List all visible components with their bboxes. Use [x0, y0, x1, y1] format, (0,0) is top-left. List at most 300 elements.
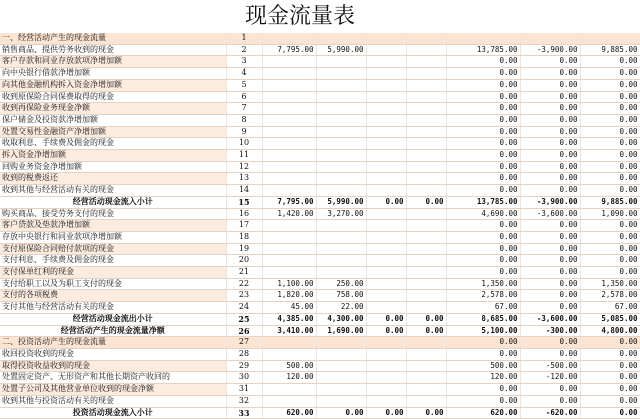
- value-cell[interactable]: 0.00: [580, 220, 640, 232]
- value-cell[interactable]: 0.00: [446, 220, 520, 232]
- value-cell[interactable]: 5,990.00: [316, 44, 366, 56]
- value-cell[interactable]: [406, 360, 446, 372]
- line-number[interactable]: 12: [226, 161, 262, 173]
- value-cell[interactable]: 0.00: [580, 360, 640, 372]
- line-number[interactable]: 4: [226, 68, 262, 80]
- line-number[interactable]: 22: [226, 278, 262, 290]
- value-cell[interactable]: 0.00: [406, 196, 446, 208]
- value-cell[interactable]: 0.00: [580, 173, 640, 185]
- value-cell[interactable]: [406, 103, 446, 115]
- value-cell[interactable]: [406, 348, 446, 360]
- value-cell[interactable]: 0.00: [446, 79, 520, 91]
- value-cell[interactable]: [366, 173, 406, 185]
- value-cell[interactable]: 0.00: [406, 313, 446, 325]
- value-cell[interactable]: [366, 255, 406, 267]
- value-cell[interactable]: 2,578.00: [580, 290, 640, 302]
- value-cell[interactable]: [366, 337, 406, 349]
- value-cell[interactable]: 0.00: [580, 243, 640, 255]
- value-cell[interactable]: 0.00: [580, 231, 640, 243]
- value-cell[interactable]: 0.00: [520, 173, 580, 185]
- value-cell[interactable]: [262, 243, 316, 255]
- value-cell[interactable]: [366, 114, 406, 126]
- value-cell[interactable]: 0.00: [520, 395, 580, 407]
- value-cell[interactable]: [406, 33, 446, 44]
- value-cell[interactable]: [316, 384, 366, 396]
- row-label[interactable]: 收到其他与投资活动有关的现金: [0, 395, 226, 407]
- value-cell[interactable]: 0.00: [520, 161, 580, 173]
- value-cell[interactable]: 0.00: [520, 126, 580, 138]
- line-number[interactable]: 7: [226, 103, 262, 115]
- row-label[interactable]: 收到原保险合同保费取得的现金: [0, 91, 226, 103]
- line-number[interactable]: 20: [226, 255, 262, 267]
- value-cell[interactable]: [366, 56, 406, 68]
- value-cell[interactable]: [406, 290, 446, 302]
- value-cell[interactable]: 0.00: [580, 68, 640, 80]
- value-cell[interactable]: 0.00: [446, 243, 520, 255]
- value-cell[interactable]: 0.00: [446, 348, 520, 360]
- row-label[interactable]: 回购业务资金净增加额: [0, 161, 226, 173]
- value-cell[interactable]: [406, 302, 446, 314]
- value-cell[interactable]: 0.00: [580, 395, 640, 407]
- value-cell[interactable]: 500.00: [446, 360, 520, 372]
- line-number[interactable]: 26: [226, 325, 262, 337]
- row-label[interactable]: 购买商品、接受劳务支付的现金: [0, 208, 226, 220]
- value-cell[interactable]: [406, 220, 446, 232]
- value-cell[interactable]: [316, 243, 366, 255]
- value-cell[interactable]: 0.00: [580, 56, 640, 68]
- value-cell[interactable]: 0.00: [580, 103, 640, 115]
- value-cell[interactable]: 3,270.00: [316, 208, 366, 220]
- value-cell[interactable]: 13,785.00: [446, 44, 520, 56]
- value-cell[interactable]: 758.00: [316, 290, 366, 302]
- value-cell[interactable]: -3,600.00: [520, 313, 580, 325]
- value-cell[interactable]: 8,685.00: [446, 313, 520, 325]
- value-cell[interactable]: [262, 33, 316, 44]
- value-cell[interactable]: 3,410.00: [262, 325, 316, 337]
- value-cell[interactable]: 0.00: [520, 267, 580, 279]
- line-number[interactable]: 10: [226, 138, 262, 150]
- value-cell[interactable]: 0.00: [580, 138, 640, 150]
- value-cell[interactable]: 0.00: [366, 196, 406, 208]
- row-label[interactable]: 支付的各项税费: [0, 290, 226, 302]
- value-cell[interactable]: [262, 91, 316, 103]
- value-cell[interactable]: 1,350.00: [580, 278, 640, 290]
- value-cell[interactable]: [366, 395, 406, 407]
- value-cell[interactable]: 0.00: [580, 150, 640, 162]
- value-cell[interactable]: [262, 185, 316, 197]
- line-number[interactable]: 17: [226, 220, 262, 232]
- table-row: [0, 196, 640, 208]
- value-cell[interactable]: 0.00: [366, 407, 406, 419]
- value-cell[interactable]: 0.00: [580, 267, 640, 279]
- value-cell[interactable]: [316, 220, 366, 232]
- value-cell[interactable]: [366, 150, 406, 162]
- value-cell[interactable]: [406, 138, 446, 150]
- value-cell[interactable]: 7,795.00: [262, 44, 316, 56]
- value-cell[interactable]: 0.00: [446, 185, 520, 197]
- value-cell[interactable]: [262, 68, 316, 80]
- value-cell[interactable]: [316, 114, 366, 126]
- value-cell[interactable]: 0.00: [446, 255, 520, 267]
- value-cell[interactable]: 13,785.00: [446, 196, 520, 208]
- value-cell[interactable]: 4,690.00: [446, 208, 520, 220]
- value-cell[interactable]: 0.00: [366, 325, 406, 337]
- value-cell[interactable]: 45.00: [262, 302, 316, 314]
- value-cell[interactable]: [366, 231, 406, 243]
- value-cell[interactable]: 0.00: [520, 348, 580, 360]
- value-cell[interactable]: [366, 290, 406, 302]
- row-label[interactable]: 支付原保险合同赔付款项的现金: [0, 243, 226, 255]
- value-cell[interactable]: [262, 79, 316, 91]
- value-cell[interactable]: 0.00: [446, 337, 520, 349]
- value-cell[interactable]: [366, 302, 406, 314]
- value-cell[interactable]: [316, 185, 366, 197]
- row-label[interactable]: 销售商品、提供劳务收到的现金: [0, 44, 226, 56]
- value-cell[interactable]: 0.00: [446, 384, 520, 396]
- value-cell[interactable]: [366, 348, 406, 360]
- value-cell[interactable]: 9,885.00: [580, 196, 640, 208]
- value-cell[interactable]: [406, 91, 446, 103]
- row-label[interactable]: 保户储金及投资款净增加额: [0, 114, 226, 126]
- value-cell[interactable]: 0.00: [446, 173, 520, 185]
- value-cell[interactable]: [366, 126, 406, 138]
- line-number[interactable]: 33: [226, 407, 262, 419]
- row-label[interactable]: 收回投资收到的现金: [0, 348, 226, 360]
- value-cell[interactable]: [262, 138, 316, 150]
- value-cell[interactable]: 5,085.00: [580, 313, 640, 325]
- value-cell[interactable]: [262, 56, 316, 68]
- value-cell[interactable]: [262, 173, 316, 185]
- value-cell[interactable]: 620.00: [262, 407, 316, 419]
- value-cell[interactable]: 0.00: [520, 290, 580, 302]
- line-number[interactable]: 23: [226, 290, 262, 302]
- value-cell[interactable]: [316, 56, 366, 68]
- value-cell[interactable]: [316, 395, 366, 407]
- value-cell[interactable]: 4,800.00: [580, 325, 640, 337]
- row-label[interactable]: 收到的税费返还: [0, 173, 226, 185]
- value-cell[interactable]: [406, 173, 446, 185]
- value-cell[interactable]: [366, 267, 406, 279]
- row-label[interactable]: 处置固定资产、无形资产和其他长期资产收回的: [0, 372, 226, 384]
- value-cell[interactable]: 4,385.00: [262, 313, 316, 325]
- value-cell[interactable]: 2,578.00: [446, 290, 520, 302]
- value-cell[interactable]: 0.00: [446, 138, 520, 150]
- value-cell[interactable]: 0.00: [520, 384, 580, 396]
- value-cell[interactable]: 0.00: [366, 313, 406, 325]
- value-cell[interactable]: 0.00: [406, 407, 446, 419]
- line-number[interactable]: 3: [226, 56, 262, 68]
- value-cell[interactable]: 22.00: [316, 302, 366, 314]
- value-cell[interactable]: [406, 231, 446, 243]
- value-cell[interactable]: 0.00: [580, 372, 640, 384]
- value-cell[interactable]: [316, 372, 366, 384]
- row-label[interactable]: 客户存款和同业存放款项净增加额: [0, 56, 226, 68]
- table-row: [0, 325, 640, 337]
- value-cell[interactable]: [406, 114, 446, 126]
- value-cell[interactable]: [366, 220, 406, 232]
- value-cell[interactable]: [366, 384, 406, 396]
- table-row: [0, 278, 640, 290]
- value-cell[interactable]: [520, 33, 580, 44]
- value-cell[interactable]: 1,350.00: [446, 278, 520, 290]
- value-cell[interactable]: [406, 44, 446, 56]
- line-number[interactable]: 25: [226, 313, 262, 325]
- value-cell[interactable]: [316, 161, 366, 173]
- value-cell[interactable]: 120.00: [262, 372, 316, 384]
- line-number[interactable]: 27: [226, 337, 262, 349]
- row-label[interactable]: 向其他金融机构拆入资金净增加额: [0, 79, 226, 91]
- value-cell[interactable]: -3,900.00: [520, 196, 580, 208]
- value-cell[interactable]: 620.00: [446, 407, 520, 419]
- value-cell[interactable]: 0.00: [520, 138, 580, 150]
- line-number[interactable]: 13: [226, 173, 262, 185]
- row-label[interactable]: 一、经营活动产生的现金流量: [0, 33, 226, 44]
- value-cell[interactable]: 0.00: [580, 185, 640, 197]
- row-label[interactable]: 二、投资活动产生的现金流量: [0, 337, 226, 349]
- value-cell[interactable]: [580, 33, 640, 44]
- value-cell[interactable]: [406, 126, 446, 138]
- value-cell[interactable]: [366, 138, 406, 150]
- value-cell[interactable]: [366, 208, 406, 220]
- value-cell[interactable]: [366, 360, 406, 372]
- value-cell[interactable]: [406, 337, 446, 349]
- value-cell[interactable]: [406, 208, 446, 220]
- value-cell[interactable]: [366, 372, 406, 384]
- line-number[interactable]: 24: [226, 302, 262, 314]
- row-label[interactable]: 收取利息、手续费及佣金的现金: [0, 138, 226, 150]
- value-cell[interactable]: [316, 150, 366, 162]
- value-cell[interactable]: 0.00: [580, 126, 640, 138]
- value-cell[interactable]: [262, 161, 316, 173]
- value-cell[interactable]: 0.00: [446, 114, 520, 126]
- value-cell[interactable]: [316, 348, 366, 360]
- value-cell[interactable]: [406, 185, 446, 197]
- value-cell[interactable]: 0.00: [520, 278, 580, 290]
- value-cell[interactable]: 0.00: [446, 68, 520, 80]
- value-cell[interactable]: [262, 150, 316, 162]
- value-cell[interactable]: 0.00: [580, 407, 640, 419]
- value-cell[interactable]: [366, 91, 406, 103]
- value-cell[interactable]: [366, 33, 406, 44]
- value-cell[interactable]: -3,600.00: [520, 208, 580, 220]
- value-cell[interactable]: -3,900.00: [520, 44, 580, 56]
- row-label[interactable]: 拆入资金净增加额: [0, 150, 226, 162]
- value-cell[interactable]: [406, 243, 446, 255]
- line-number[interactable]: 1: [226, 33, 262, 44]
- value-cell[interactable]: 0.00: [520, 68, 580, 80]
- row-label[interactable]: 经营活动产生的现金流量净额: [0, 325, 226, 337]
- value-cell[interactable]: 0.00: [520, 231, 580, 243]
- value-cell[interactable]: [366, 278, 406, 290]
- value-cell[interactable]: 0.00: [446, 231, 520, 243]
- value-cell[interactable]: [406, 255, 446, 267]
- value-cell[interactable]: 0.00: [520, 91, 580, 103]
- value-cell[interactable]: [262, 348, 316, 360]
- line-number[interactable]: 16: [226, 208, 262, 220]
- value-cell[interactable]: 4,300.00: [316, 313, 366, 325]
- value-cell[interactable]: -300.00: [520, 325, 580, 337]
- line-number[interactable]: 18: [226, 231, 262, 243]
- value-cell[interactable]: [262, 267, 316, 279]
- value-cell[interactable]: [406, 150, 446, 162]
- value-cell[interactable]: [366, 68, 406, 80]
- line-number[interactable]: 31: [226, 384, 262, 396]
- value-cell[interactable]: [406, 68, 446, 80]
- value-cell[interactable]: [262, 337, 316, 349]
- value-cell[interactable]: 0.00: [520, 150, 580, 162]
- value-cell[interactable]: [366, 185, 406, 197]
- line-number[interactable]: 28: [226, 348, 262, 360]
- value-cell[interactable]: 9,885.00: [580, 44, 640, 56]
- row-label[interactable]: 收到其他与经营活动有关的现金: [0, 185, 226, 197]
- value-cell[interactable]: [262, 384, 316, 396]
- value-cell[interactable]: 120.00: [446, 372, 520, 384]
- value-cell[interactable]: 500.00: [262, 360, 316, 372]
- value-cell[interactable]: 0.00: [580, 384, 640, 396]
- value-cell[interactable]: [406, 56, 446, 68]
- value-cell[interactable]: 0.00: [406, 325, 446, 337]
- value-cell[interactable]: [406, 267, 446, 279]
- value-cell[interactable]: 0.00: [520, 220, 580, 232]
- row-label[interactable]: 存放中央银行和同业款项净增加额: [0, 231, 226, 243]
- line-number[interactable]: 32: [226, 395, 262, 407]
- value-cell[interactable]: [262, 126, 316, 138]
- value-cell[interactable]: 1,090.00: [580, 208, 640, 220]
- value-cell[interactable]: 0.00: [580, 161, 640, 173]
- value-cell[interactable]: 7,795.00: [262, 196, 316, 208]
- value-cell[interactable]: [316, 267, 366, 279]
- line-number[interactable]: 2: [226, 44, 262, 56]
- line-number[interactable]: 9: [226, 126, 262, 138]
- value-cell[interactable]: 5,990.00: [316, 196, 366, 208]
- value-cell[interactable]: [262, 114, 316, 126]
- row-label[interactable]: 支付保单红利的现金: [0, 267, 226, 279]
- value-cell[interactable]: [316, 126, 366, 138]
- value-cell[interactable]: 5,100.00: [446, 325, 520, 337]
- row-label[interactable]: 取得投资收益收到的现金: [0, 360, 226, 372]
- row-label[interactable]: 经营活动现金流出小计: [0, 313, 226, 325]
- line-number[interactable]: 19: [226, 243, 262, 255]
- row-label[interactable]: 处置交易性金融资产净增加额: [0, 126, 226, 138]
- value-cell[interactable]: 0.00: [580, 337, 640, 349]
- value-cell[interactable]: 0.00: [446, 267, 520, 279]
- row-label[interactable]: 支付其他与经营活动有关的现金: [0, 302, 226, 314]
- value-cell[interactable]: 0.00: [520, 243, 580, 255]
- value-cell[interactable]: 0.00: [520, 255, 580, 267]
- value-cell[interactable]: [316, 138, 366, 150]
- line-number[interactable]: 21: [226, 267, 262, 279]
- value-cell[interactable]: 0.00: [446, 150, 520, 162]
- value-cell[interactable]: 0.00: [520, 103, 580, 115]
- value-cell[interactable]: 0.00: [446, 161, 520, 173]
- value-cell[interactable]: 0.00: [520, 114, 580, 126]
- value-cell[interactable]: 0.00: [316, 407, 366, 419]
- row-label[interactable]: 经营活动现金流入小计: [0, 196, 226, 208]
- value-cell[interactable]: [406, 278, 446, 290]
- value-cell[interactable]: [366, 44, 406, 56]
- value-cell[interactable]: -120.00: [520, 372, 580, 384]
- row-label[interactable]: 支付给职工以及为职工支付的现金: [0, 278, 226, 290]
- value-cell[interactable]: 0.00: [580, 348, 640, 360]
- row-label[interactable]: 处置子公司及其他营业单位收到的现金净额: [0, 384, 226, 396]
- value-cell[interactable]: 0.00: [446, 126, 520, 138]
- value-cell[interactable]: 250.00: [316, 278, 366, 290]
- line-number[interactable]: 6: [226, 91, 262, 103]
- value-cell[interactable]: 1,690.00: [316, 325, 366, 337]
- value-cell[interactable]: 0.00: [520, 337, 580, 349]
- value-cell[interactable]: 0.00: [520, 302, 580, 314]
- value-cell[interactable]: [316, 33, 366, 44]
- value-cell[interactable]: [366, 243, 406, 255]
- value-cell[interactable]: [262, 395, 316, 407]
- value-cell[interactable]: 1,820.00: [262, 290, 316, 302]
- value-cell[interactable]: [406, 161, 446, 173]
- row-label[interactable]: 收到再保险业务现金净额: [0, 103, 226, 115]
- value-cell[interactable]: 0.00: [580, 255, 640, 267]
- value-cell[interactable]: [366, 161, 406, 173]
- value-cell[interactable]: 0.00: [520, 56, 580, 68]
- value-cell[interactable]: [316, 231, 366, 243]
- value-cell[interactable]: 0.00: [446, 91, 520, 103]
- value-cell[interactable]: [316, 173, 366, 185]
- value-cell[interactable]: [366, 103, 406, 115]
- value-cell[interactable]: 0.00: [446, 395, 520, 407]
- value-cell[interactable]: 0.00: [580, 91, 640, 103]
- row-label[interactable]: 支付利息、手续费及佣金的现金: [0, 255, 226, 267]
- line-number[interactable]: 29: [226, 360, 262, 372]
- value-cell[interactable]: [262, 255, 316, 267]
- line-number[interactable]: 11: [226, 150, 262, 162]
- value-cell[interactable]: 0.00: [446, 103, 520, 115]
- line-number[interactable]: 30: [226, 372, 262, 384]
- value-cell[interactable]: [406, 395, 446, 407]
- value-cell[interactable]: 0.00: [446, 56, 520, 68]
- value-cell[interactable]: [316, 103, 366, 115]
- value-cell[interactable]: [262, 220, 316, 232]
- value-cell[interactable]: 0.00: [580, 114, 640, 126]
- value-cell[interactable]: 1,420.00: [262, 208, 316, 220]
- value-cell[interactable]: [366, 79, 406, 91]
- value-cell[interactable]: [406, 384, 446, 396]
- value-cell[interactable]: [446, 33, 520, 44]
- value-cell[interactable]: 1,100.00: [262, 278, 316, 290]
- value-cell[interactable]: [316, 360, 366, 372]
- value-cell[interactable]: [316, 91, 366, 103]
- value-cell[interactable]: [316, 79, 366, 91]
- line-number[interactable]: 5: [226, 79, 262, 91]
- line-number[interactable]: 14: [226, 185, 262, 197]
- value-cell[interactable]: -500.00: [520, 360, 580, 372]
- line-number[interactable]: 15: [226, 196, 262, 208]
- value-cell[interactable]: [262, 103, 316, 115]
- value-cell[interactable]: [406, 372, 446, 384]
- row-label[interactable]: 投资活动现金流入小计: [0, 407, 226, 419]
- row-label[interactable]: 向中央银行借款净增加额: [0, 68, 226, 80]
- value-cell[interactable]: -620.00: [520, 407, 580, 419]
- value-cell[interactable]: [406, 79, 446, 91]
- row-label[interactable]: 客户贷款及垫款净增加额: [0, 220, 226, 232]
- line-number[interactable]: 8: [226, 114, 262, 126]
- value-cell[interactable]: [316, 255, 366, 267]
- value-cell[interactable]: [316, 68, 366, 80]
- value-cell[interactable]: [262, 231, 316, 243]
- value-cell[interactable]: 0.00: [580, 79, 640, 91]
- value-cell[interactable]: [316, 337, 366, 349]
- value-cell[interactable]: 0.00: [520, 185, 580, 197]
- value-cell[interactable]: 67.00: [580, 302, 640, 314]
- value-cell[interactable]: 67.00: [446, 302, 520, 314]
- value-cell[interactable]: 0.00: [520, 79, 580, 91]
